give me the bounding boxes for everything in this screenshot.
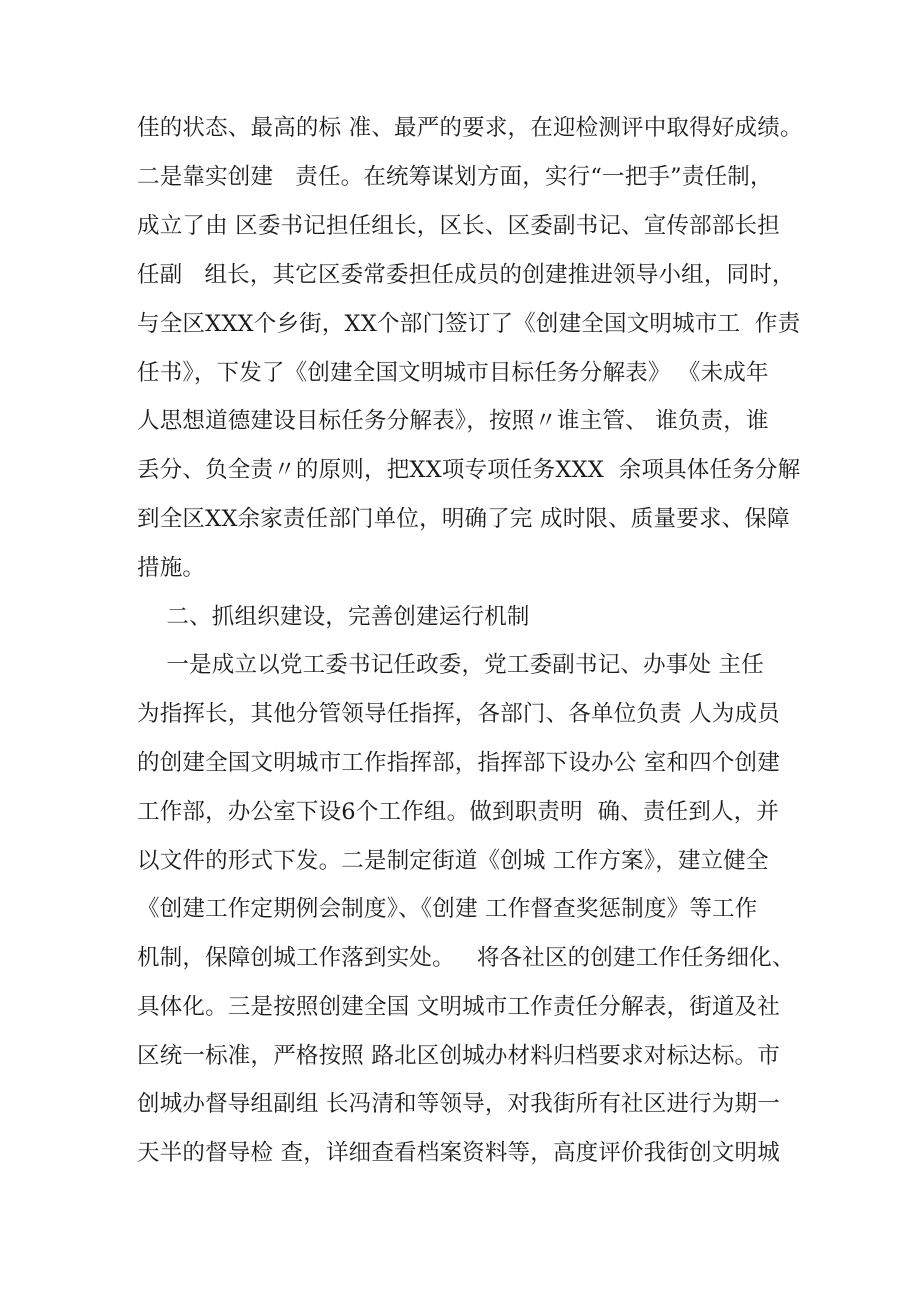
text-line: 为指挥长，其他分管领导任指挥，各部门、各单位负责 人为成员: [137, 701, 780, 727]
text-line: 机制，保障创城工作落到实处。 将各社区的创建工作任务细化、: [137, 945, 795, 971]
text-line: 到全区XX余家责任部门单位，明确了完 成时限、质量要求、保障: [137, 506, 790, 532]
text-line: 创城办督导组副组 长冯清和等领导，对我街所有社区进行为期一: [137, 1091, 780, 1117]
text-line: 的创建全国文明城市工作指挥部，指挥部下设办公 室和四个创建: [137, 750, 780, 776]
text-line: 二是靠实创建 责任。在统筹谋划方面，实行“一把手”责任制，: [137, 164, 773, 190]
section-heading: 二、抓组织建设，完善创建运行机制: [137, 604, 530, 630]
text-line: 佳的状态、最高的标 准、最严的要求，在迎检测评中取得好成绩。: [137, 115, 803, 141]
text-line: 一是成立以党工委书记任政委，党工委副书记、办事处 主任: [137, 652, 764, 678]
text-line: 具体化。三是按照创建全国 文明城市工作责任分解表，街道及社: [137, 994, 780, 1020]
text-line: 工作部，办公室下设6个工作组。做到职责明 确、责任到人，并: [137, 799, 780, 825]
text-line: 与全区XXX个乡街，XX个部门签订了《创建全国文明城市工 作责: [137, 311, 801, 337]
text-line: 《创建工作定期例会制度》、《创建 工作督查奖惩制度》等工作: [137, 896, 758, 922]
text-line: 措施。: [137, 555, 206, 581]
text-line: 丢分、负全责〃的原则，把XX项专项任务XXX 余项具体任务分解: [137, 457, 801, 483]
text-line: 人思想道德建设目标任务分解表》，按照〃谁主管、 谁负责，谁: [137, 408, 769, 434]
text-line: 任副 组长，其它区委常委担任成员的创建推进领导小组，同时，: [137, 262, 795, 288]
text-line: 任书》，下发了《创建全国文明城市目标任务分解表》 《未成年: [137, 360, 769, 386]
text-line: 以文件的形式下发。二是制定街道《创城 工作方案》，建立健全: [137, 848, 769, 874]
text-line: 天半的督导检 查，详细查看档案资料等，高度评价我街创文明城: [137, 1140, 780, 1166]
text-line: 成立了由 区委书记担任组长，区长、区委副书记、宣传部部长担: [137, 213, 780, 239]
text-line: 区统一标准，严格按照 路北区创城办材料归档要求对标达标。市: [137, 1043, 780, 1069]
